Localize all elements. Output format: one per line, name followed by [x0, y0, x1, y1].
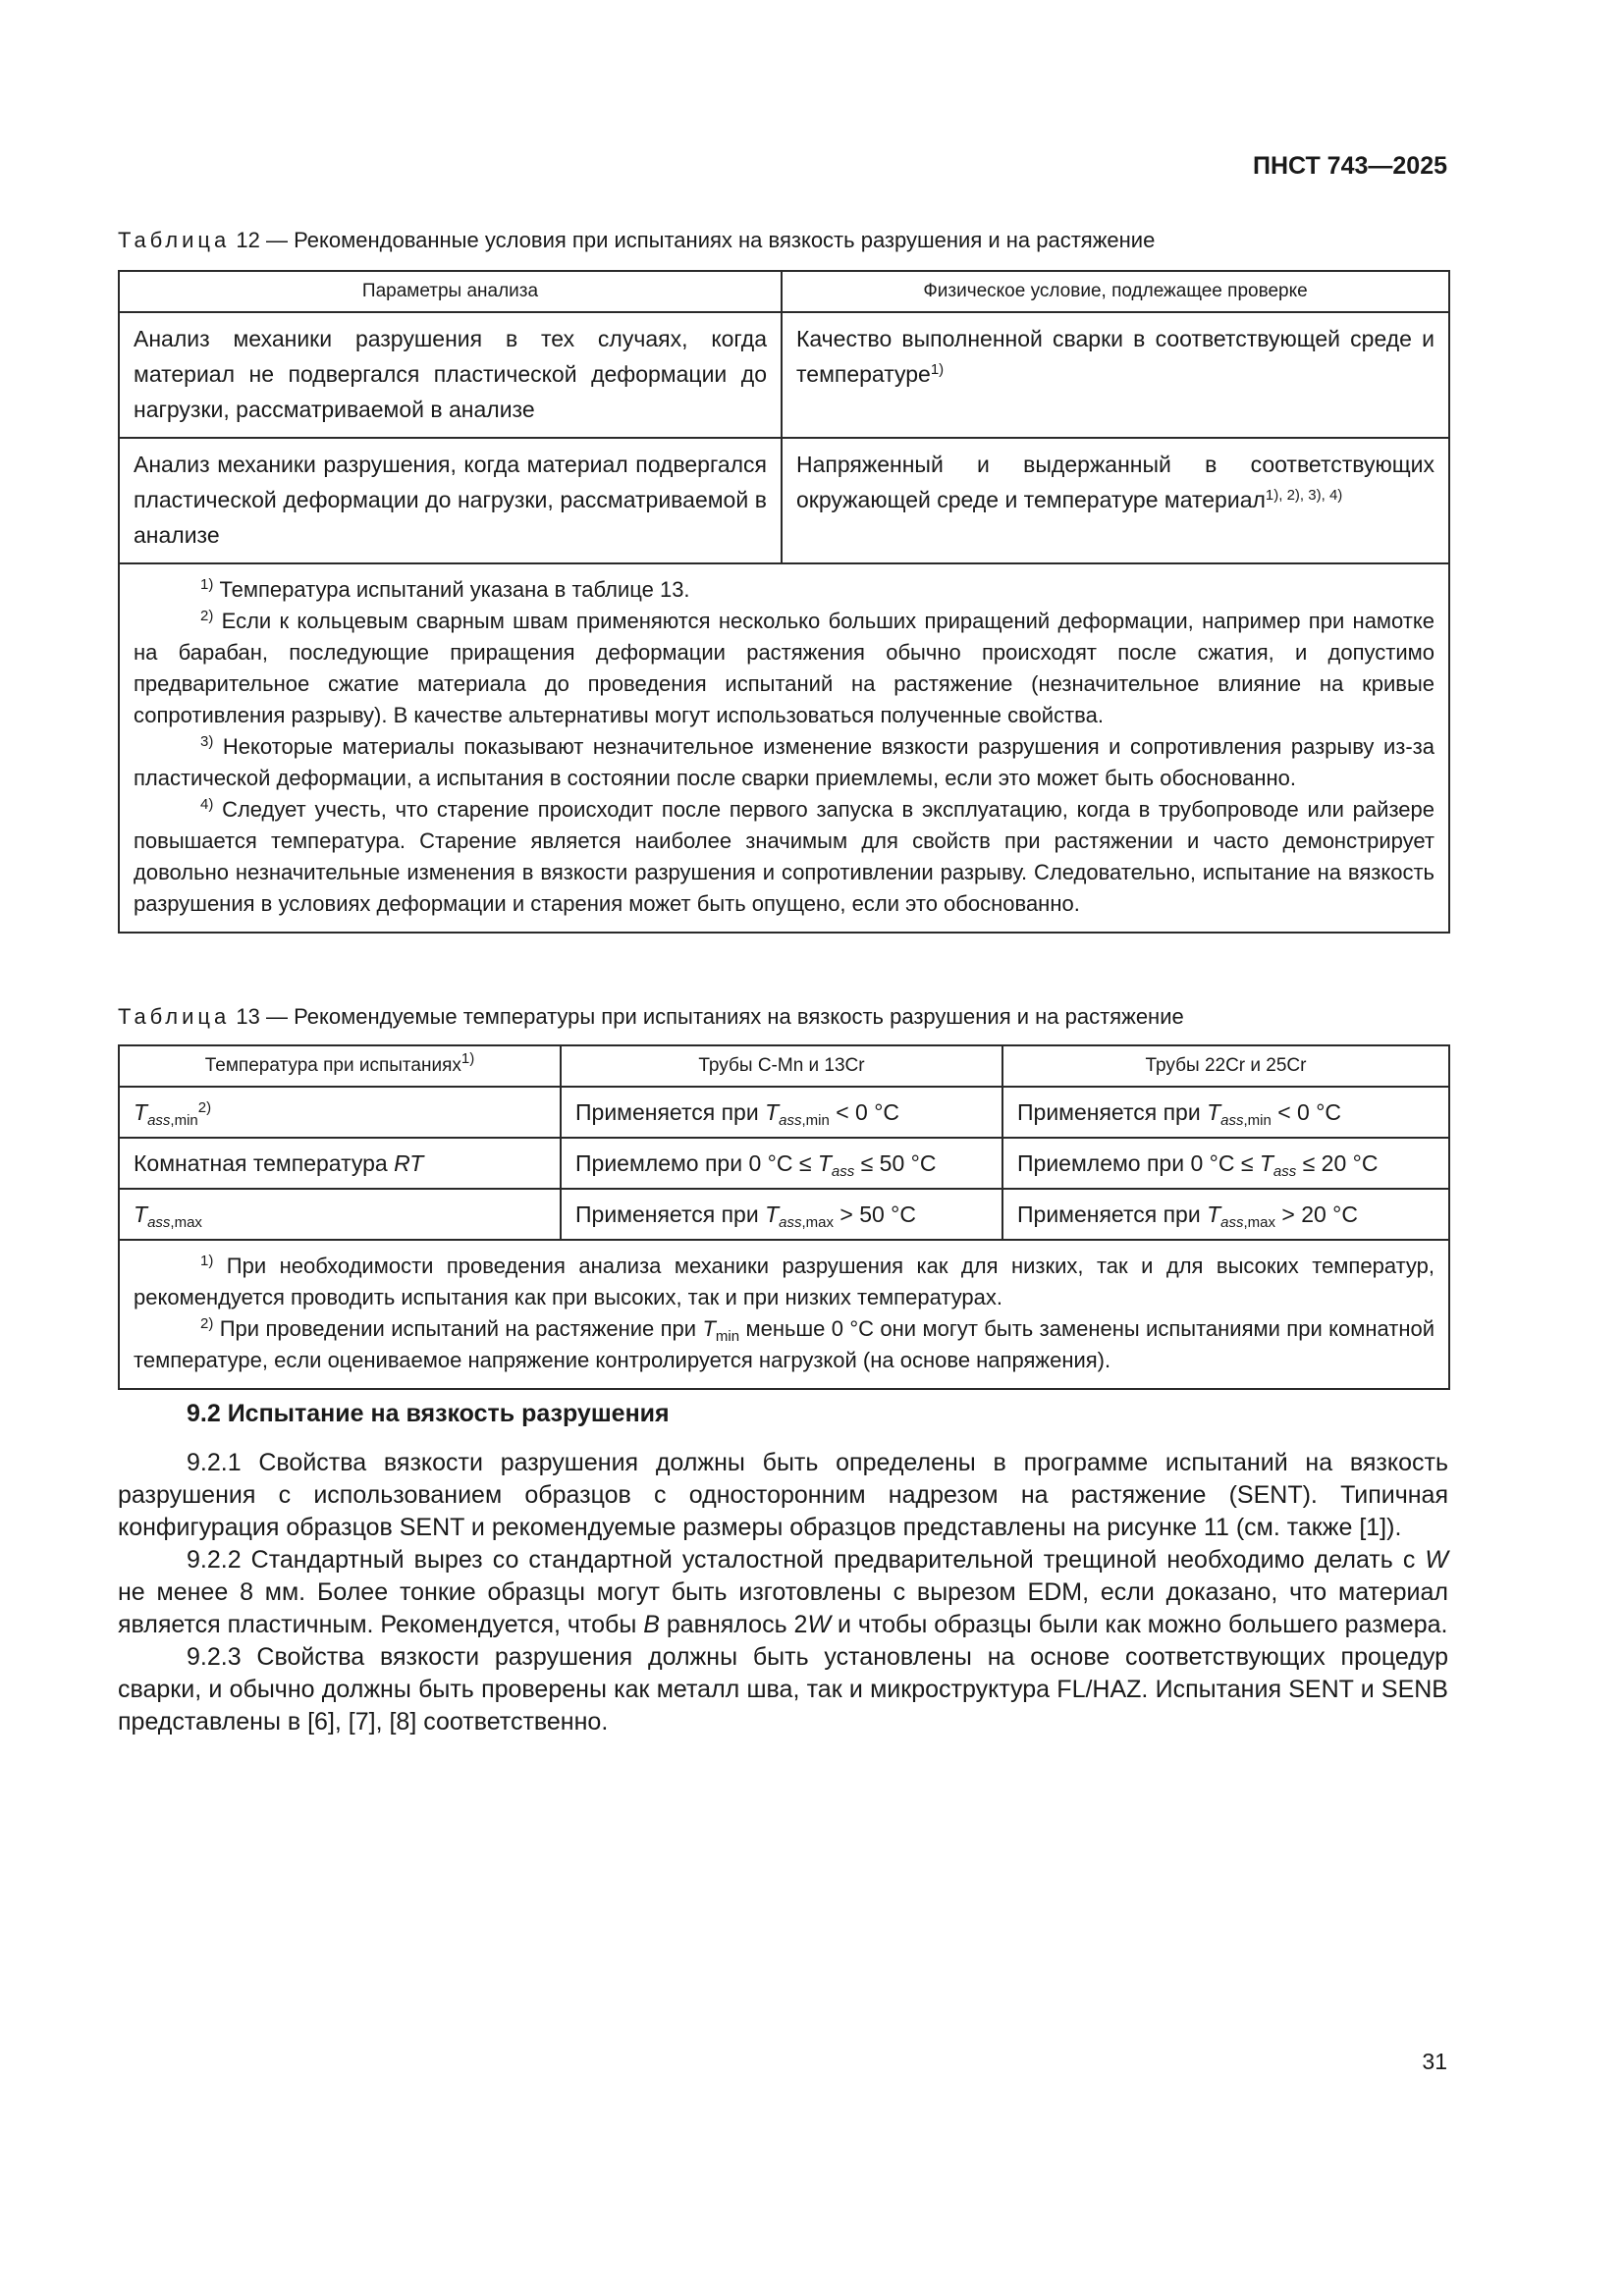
- footnote-text: Температура испытаний указана в таблице 13.: [213, 577, 690, 602]
- footnote-text: При необходимости проведения анализа механики разрушения как для низких, так и для высоких температур, рекомендуется проводить испытания как при высоких, так и при низких температурах.: [134, 1254, 1435, 1309]
- table-13-r3-c3: [1002, 1189, 1449, 1240]
- symbol-t: T: [702, 1316, 716, 1341]
- section-body: [118, 1447, 1448, 1738]
- symbol-w: W: [1425, 1546, 1448, 1574]
- table-12-note-4: [134, 794, 1435, 920]
- footnote-ref: 1): [930, 361, 945, 378]
- symbol-ass: ass: [831, 1163, 855, 1180]
- table-12-row2-param: Анализ механики разрушения, когда материал подвергался пластической деформации до нагрузки, рассматриваемой в анализе: [119, 438, 782, 563]
- paragraph-text: и чтобы образцы были как можно большего размера.: [831, 1611, 1448, 1638]
- cell-text: < 0 °C: [1271, 1099, 1342, 1125]
- footnote-mark: 4): [200, 796, 214, 813]
- symbol-sub: ass,min: [779, 1112, 830, 1129]
- table-13-notes-row: [119, 1240, 1449, 1389]
- cell-text: Применяется при: [1017, 1201, 1208, 1227]
- table-13-r3-c2: [561, 1189, 1002, 1240]
- symbol-t: T: [1207, 1099, 1221, 1125]
- symbol-b: B: [643, 1611, 660, 1638]
- symbol-t: T: [1207, 1201, 1221, 1227]
- cell-text: > 20 °C: [1275, 1201, 1358, 1227]
- table-row: [119, 1087, 1449, 1138]
- table-13-header-row: [119, 1045, 1449, 1087]
- table-12-caption: [118, 228, 1155, 253]
- table-12-caption-text: 12 — Рекомендованные условия при испытаниях на вязкость разрушения и на растяжение: [230, 228, 1156, 252]
- table-12-row2-condition-text: Напряженный и выдержанный в соответствующих окружающей среде и температуре материал: [796, 452, 1435, 512]
- paragraph-9-2-1: 9.2.1 Свойства вязкости разрушения должны быть определены в программе испытаний на вязкость разрушения с использованием образцов с односторонним надрезом на растяжение (SENT). Типичная конфигурация образцов SENT и рекомендуемые размеры образцов представлены на рисунке 11 (см. также [1]).: [118, 1449, 1448, 1541]
- cell-text: ≤ 50 °C: [854, 1150, 937, 1176]
- symbol-sub: ass,max: [147, 1214, 202, 1231]
- table-13-r2-c3: [1002, 1138, 1449, 1189]
- table-13-r1-c3: [1002, 1087, 1449, 1138]
- footnote-ref: 2): [197, 1099, 212, 1116]
- symbol-sub: [1273, 1163, 1296, 1180]
- footnote-mark: 2): [200, 1315, 214, 1332]
- footnote-mark: 1): [200, 576, 214, 593]
- footnote-text: Некоторые материалы показывают незначительное изменение вязкости разрушения и сопротивления разрыву из-за пластической деформации, а испытания в состоянии после сварки приемлемы, если это может быть обоснованно.: [134, 734, 1435, 790]
- symbol-t: T: [765, 1099, 780, 1125]
- table-12-notes: [119, 563, 1449, 933]
- cell-text: Применяется при: [575, 1099, 766, 1125]
- symbol-sub: min: [715, 1328, 740, 1345]
- table-13-caption-text: 13 — Рекомендуемые температуры при испытаниях на вязкость разрушения и на растяжение: [230, 1004, 1184, 1029]
- footnote-mark: 3): [200, 733, 214, 750]
- symbol-sub: ass,min: [1220, 1112, 1272, 1129]
- symbol-t: T: [1259, 1150, 1273, 1176]
- table-12-row1-param: Анализ механики разрушения в тех случаях, когда материал не подвергался пластической деформации до нагрузки, рассматриваемой в анализе: [119, 312, 782, 438]
- symbol-ass: ass: [1272, 1163, 1297, 1180]
- footnote-mark: 2): [200, 608, 214, 624]
- symbol-ass: ass: [1220, 1112, 1244, 1129]
- table-12-header-condition: Физическое условие, подлежащее проверке: [782, 271, 1449, 312]
- symbol-ass: ass: [779, 1112, 802, 1129]
- symbol-ass: ass: [147, 1214, 171, 1231]
- document-code: ПНСТ 743—2025: [1253, 152, 1447, 180]
- paragraph-text: равнялось 2: [659, 1611, 808, 1638]
- symbol-ass: ass: [1220, 1214, 1244, 1231]
- symbol-t: T: [765, 1201, 780, 1227]
- symbol-w: W: [807, 1611, 832, 1638]
- table-13-note-1: [134, 1251, 1435, 1313]
- table-13-header-temperature: [119, 1045, 561, 1087]
- table-13-r3-c1: [119, 1189, 561, 1240]
- cell-text: Приемлемо при 0 °C ≤: [1017, 1150, 1260, 1176]
- table-row: [119, 1138, 1449, 1189]
- table-13-notes: [119, 1240, 1449, 1389]
- table-12-row1-condition-text: Качество выполненной сварки в соответствующей среде и температуре: [796, 326, 1435, 387]
- footnote-ref: 1): [460, 1050, 475, 1067]
- table-12-notes-row: [119, 563, 1449, 933]
- table-13-caption: [118, 1004, 1184, 1030]
- table-13-r1-c1: [119, 1087, 561, 1138]
- cell-text: Применяется при: [575, 1201, 766, 1227]
- footnote-mark: 1): [200, 1253, 214, 1269]
- paragraph-text: не менее 8 мм. Более тонкие образцы могут быть изготовлены с вырезом EDM, если доказано, что материал является пластичным. Рекомендуется, чтобы: [118, 1578, 1448, 1638]
- paragraph-text: 9.2.2 Стандартный вырез со стандартной усталостной предварительной трещиной необходимо делать с: [187, 1546, 1426, 1574]
- table-13-r2-c2: [561, 1138, 1002, 1189]
- table-row: [119, 312, 1449, 438]
- table-13-header-temperature-text: Температура при испытаниях: [204, 1055, 461, 1076]
- cell-text: ≤ 20 °C: [1296, 1150, 1379, 1176]
- table-12: [118, 270, 1450, 934]
- symbol-t: T: [134, 1099, 148, 1125]
- table-13-header-cmn: Трубы C-Mn и 13Cr: [561, 1045, 1002, 1087]
- table-13-r2-c1: [119, 1138, 561, 1189]
- table-13-r1-c2: [561, 1087, 1002, 1138]
- footnote-text: Если к кольцевым сварным швам применяются несколько больших приращений деформации, например при намотке на барабан, последующие приращения деформации растяжения обычно происходят после сжатия, и допустимо предварительное сжатие материала до проведения испытаний на растяжение (незначительное влияние на кривые сопротивления разрыву). В качестве альтернативы могут использоваться полученные свойства.: [134, 609, 1435, 727]
- table-12-note-2: [134, 606, 1435, 731]
- symbol-t: T: [817, 1150, 832, 1176]
- cell-text: > 50 °C: [834, 1201, 916, 1227]
- paragraph-9-2-2: [118, 1544, 1448, 1641]
- symbol-sub: ass,max: [1220, 1214, 1275, 1231]
- cell-text: Приемлемо при 0 °C ≤: [575, 1150, 818, 1176]
- table-12-row1-condition: [782, 312, 1449, 438]
- symbol-sub: ass,min: [147, 1112, 198, 1129]
- cell-text: Комнатная температура: [134, 1150, 395, 1176]
- table-13: [118, 1044, 1450, 1390]
- table-13-note-2: [134, 1313, 1435, 1376]
- page-number: 31: [1422, 2049, 1447, 2074]
- footnote-ref: 1), 2), 3), 4): [1265, 487, 1343, 504]
- table-row: [119, 1189, 1449, 1240]
- table-12-note-1: [134, 574, 1435, 606]
- footnote-text: меньше 0 °C они могут быть заменены испытаниями при комнатной температуре, если оцениваемое напряжение контролируется нагрузкой (на основе напряжения).: [134, 1316, 1435, 1372]
- table-13-header-22cr: Трубы 22Cr и 25Cr: [1002, 1045, 1449, 1087]
- cell-text: < 0 °C: [829, 1099, 900, 1125]
- symbol-sub: [832, 1163, 854, 1180]
- cell-text: Применяется при: [1017, 1099, 1208, 1125]
- footnote-text: Следует учесть, что старение происходит после первого запуска в эксплуатацию, когда в трубопроводе или райзере повышается температура. Старение является наиболее значимым для свойств при растяжении и часто демонстрирует довольно незначительные изменения в вязкости разрушения и сопротивлении разрыву. Следовательно, испытание на вязкость разрушения в условиях деформации и старения может быть опущено, если это обоснованно.: [134, 797, 1435, 916]
- section-title: 9.2 Испытание на вязкость разрушения: [187, 1400, 670, 1427]
- table-12-header-row: [119, 271, 1449, 312]
- table-13-caption-word: Таблица: [118, 1004, 231, 1029]
- table-12-row2-condition: [782, 438, 1449, 563]
- table-12-header-params: Параметры анализа: [119, 271, 782, 312]
- paragraph-9-2-3: 9.2.3 Свойства вязкости разрушения должны быть установлены на основе соответствующих процедур сварки, и обычно должны быть проверены как металл шва, так и микроструктура FL/HAZ. Испытания SENT и SENB представлены в [6], [7], [8] соответственно.: [118, 1643, 1448, 1735]
- footnote-text: При проведении испытаний на растяжение при: [213, 1316, 703, 1341]
- table-12-note-3: [134, 731, 1435, 794]
- symbol-t: T: [134, 1201, 148, 1227]
- symbol-rt: RT: [394, 1150, 424, 1176]
- table-12-caption-word: Таблица: [118, 228, 231, 252]
- symbol-ass: ass: [147, 1112, 171, 1129]
- table-row: [119, 438, 1449, 563]
- symbol-sub: ass,max: [779, 1214, 834, 1231]
- symbol-ass: ass: [779, 1214, 802, 1231]
